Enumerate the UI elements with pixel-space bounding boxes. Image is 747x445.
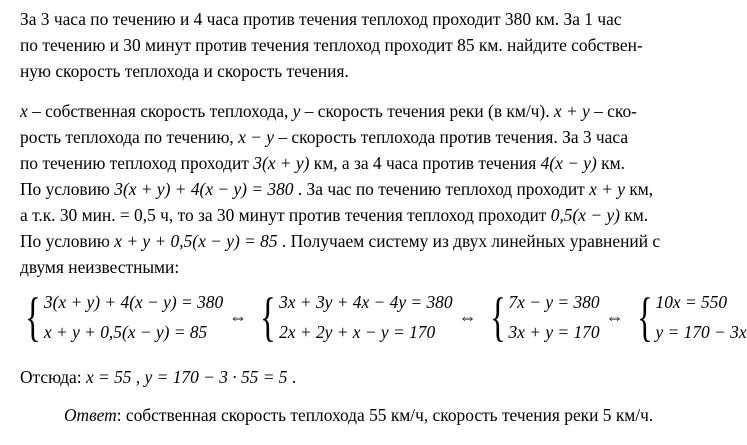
solution-line-5: а т.к. 30 мин. = 0,5 ч, то за 30 минут против течения теплоход проходит 0,5(x − y) км. — [20, 205, 649, 225]
solution-line-1: x – собственная скорость теплохода, y – скорость течения реки (в км/ч). x + y – ско- — [20, 101, 637, 121]
curly-brace-icon: { — [260, 287, 276, 347]
solution-line-2: рость теплохода по течению, x − y – скорость теплохода против течения. За 3 часа — [20, 127, 629, 147]
equivalence-icon: ⇔ — [458, 307, 477, 327]
equivalence-icon: ⇔ — [229, 307, 248, 327]
answer-line — [64, 402, 653, 428]
equation: 3(x + y) + 4(x − y) = 380 — [43, 292, 224, 312]
equation-system-chain — [20, 289, 747, 345]
equation: y = 170 − 3x — [655, 322, 747, 342]
solution-line-6: По условию x + y + 0,5(x − y) = 85 . Получаем систему из двух линейных уравнений с — [20, 231, 661, 251]
equation: 7x − y = 380 — [508, 292, 600, 312]
curly-brace-icon: { — [636, 287, 653, 347]
curly-brace-icon: { — [25, 287, 41, 347]
equivalence-icon: ⇔ — [605, 307, 624, 327]
answer-label: Ответ — [64, 405, 117, 425]
hence-line: Отсюда: x = 55 , y = 170 − 3 · 55 = 5 . — [20, 367, 297, 387]
answer-text: : собственная скорость теплохода 55 км/ч, скорость течения реки 5 км/ч. — [116, 405, 654, 425]
equation-system-1 — [20, 289, 223, 345]
equation-system-3 — [485, 289, 600, 345]
equation: 3x + y = 170 — [508, 322, 600, 342]
equation: 2x + 2y + x − y = 170 — [279, 322, 436, 342]
equation-system-4 — [632, 289, 747, 345]
solution-line-3: по течению теплоход проходит 3(x + y) км, а за 4 часа против течения 4(x − y) км. — [20, 153, 625, 173]
problem-line: по течению и 30 минут против течения теплоход проходит 85 км. найдите собствен- — [20, 35, 643, 55]
equation: 3x + 3y + 4x − 4y = 380 — [279, 292, 453, 312]
equation: x + y + 0,5(x − y) = 85 — [43, 322, 208, 342]
problem-line: За 3 часа по течению и 4 часа против течения теплоход проходит 380 км. За 1 час — [20, 9, 622, 29]
problem-line: ную скорость теплохода и скорость течения. — [20, 61, 349, 81]
curly-brace-icon: { — [489, 287, 506, 347]
equation: 10x = 550 — [655, 292, 728, 312]
solution-line-4: По условию 3(x + y) + 4(x − y) = 380 . За час по течению теплоход проходит x + y км, — [20, 179, 654, 199]
solution-line-7: двумя неизвестными: — [20, 257, 180, 277]
equation-system-2 — [255, 289, 452, 345]
